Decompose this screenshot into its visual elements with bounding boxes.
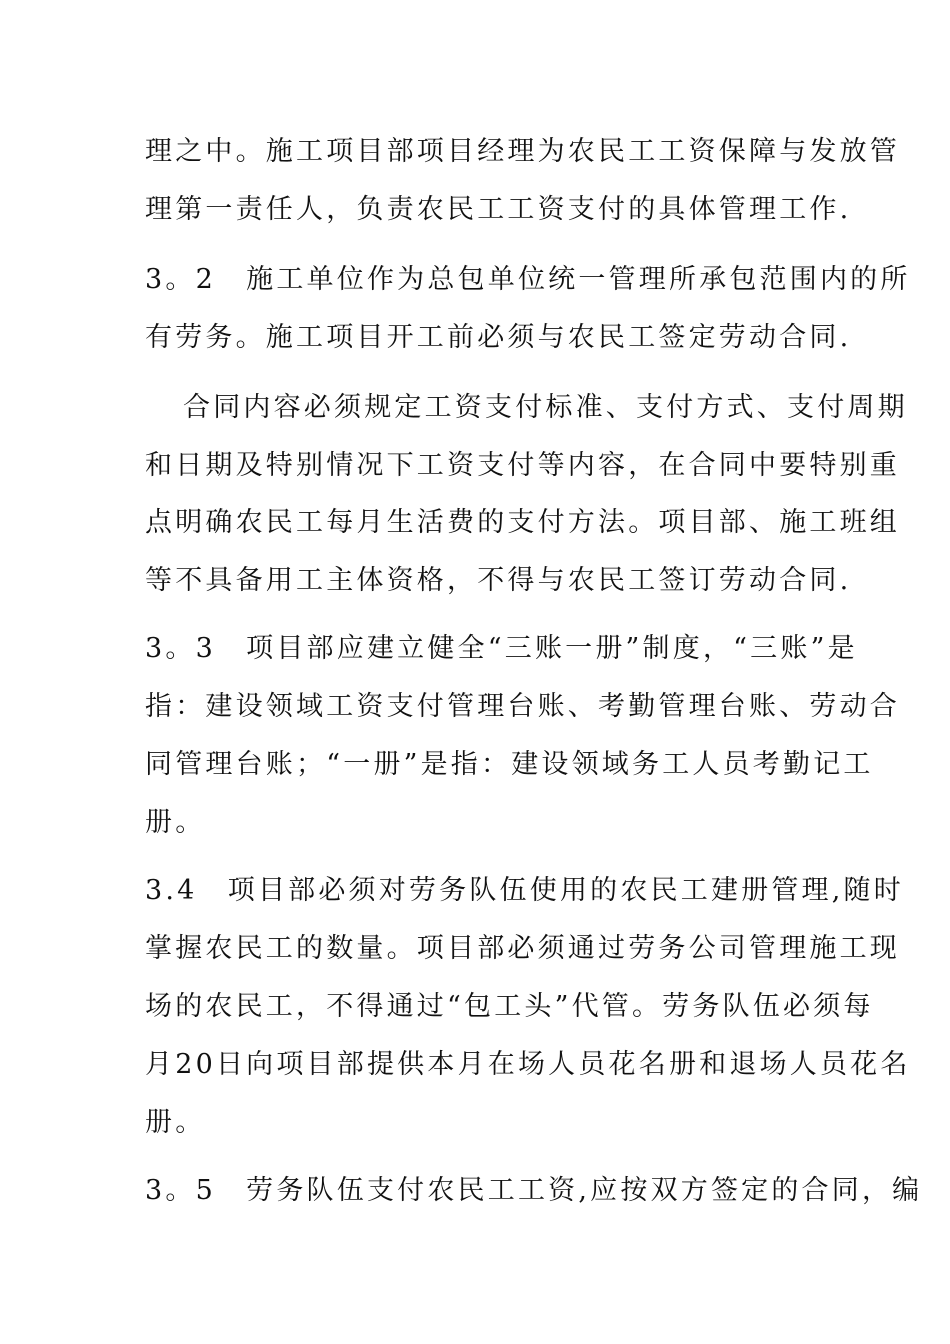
text-line: 场的农民工，不得通过“包工头”代管。劳务队伍必须每: [145, 991, 874, 1022]
text-line: 册。: [145, 807, 206, 838]
text-line: 合同内容必须规定工资支付标准、支付方式、支付周期: [183, 392, 908, 423]
text-line: 3。3 项目部应建立健全“三账一册”制度，“三账”是: [145, 633, 858, 664]
text-line: 掌握农民工的数量。项目部必须通过劳务公司管理施工现: [145, 933, 900, 964]
text-line: 3。2 施工单位作为总包单位统一管理所承包范围内的所: [145, 264, 911, 295]
text-line: 和日期及特别情况下工资支付等内容，在合同中要特别重: [145, 450, 900, 481]
text-line: 册。: [145, 1107, 206, 1138]
text-line: 点明确农民工每月生活费的支付方法。项目部、施工班组: [145, 507, 900, 538]
text-line: 有劳务。施工项目开工前必须与农民工签定劳动合同.: [145, 322, 852, 353]
text-line: 指：建设领域工资支付管理台账、考勤管理台账、劳动合: [145, 691, 900, 722]
text-line: 3。5 劳务队伍支付农民工工资,应按双方签定的合同，编: [145, 1175, 923, 1206]
text-line: 同管理台账；“一册”是指：建设领域务工人员考勤记工: [145, 749, 874, 780]
text-line: 3.4 项目部必须对劳务队伍使用的农民工建册管理,随时: [145, 875, 904, 906]
text-line: 理之中。施工项目部项目经理为农民工工资保障与发放管: [145, 136, 900, 167]
text-line: 理第一责任人，负责农民工工资支付的具体管理工作.: [145, 194, 852, 225]
text-line: 等不具备用工主体资格，不得与农民工签订劳动合同.: [145, 565, 852, 596]
text-line: 月20日向项目部提供本月在场人员花名册和退场人员花名: [145, 1049, 911, 1080]
